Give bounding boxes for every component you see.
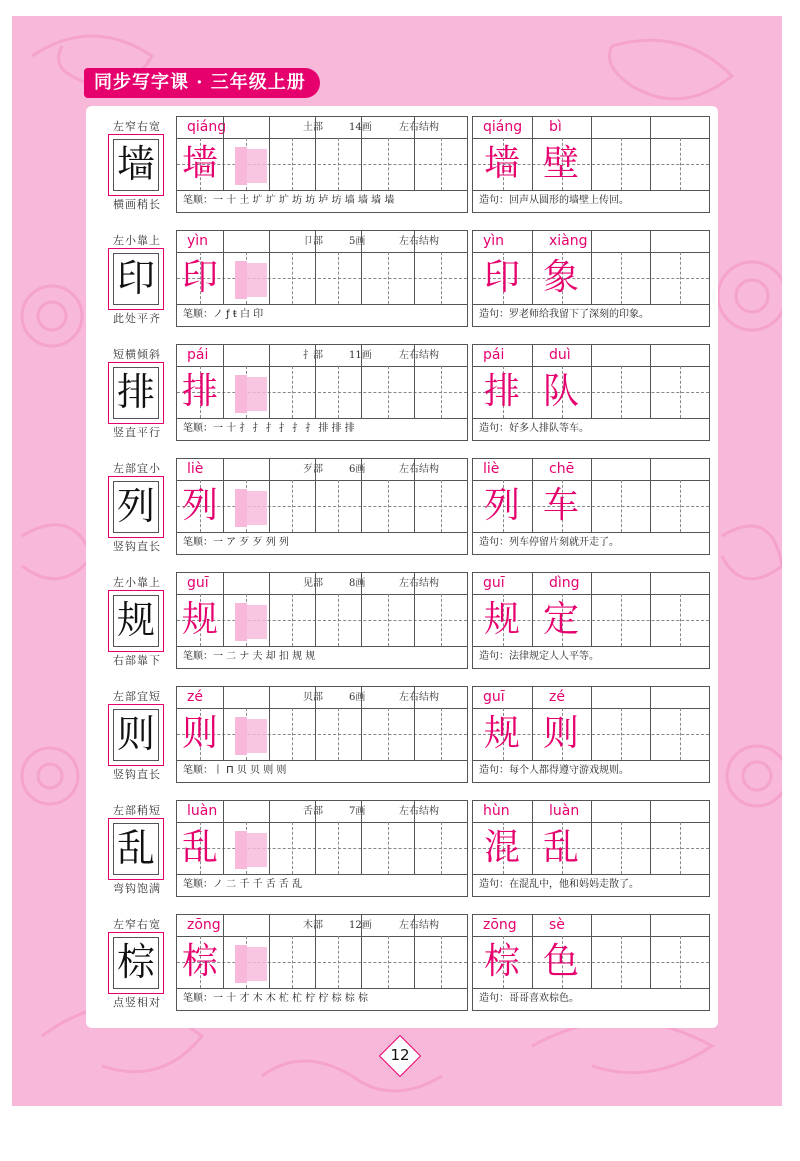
grid-line bbox=[650, 117, 651, 190]
word-character-1: 排 bbox=[483, 371, 520, 412]
structure: 左右结构 bbox=[399, 350, 439, 361]
stroke-count: 11画 bbox=[349, 350, 372, 361]
stroke-order: 笔顺：一 ア 歹 歹 列 列 bbox=[183, 537, 289, 548]
word-grid bbox=[472, 800, 710, 897]
stroke-order: 笔顺：一 十 土 圹 圹 圹 坊 坊 垆 坊 墙 墙 墙 墙 bbox=[183, 195, 395, 206]
stroke-count: 8画 bbox=[349, 578, 366, 589]
structure: 左右结构 bbox=[399, 464, 439, 475]
stroke-order: 笔顺：一 十 才 木 木 杧 杧 柠 柠 棕 棕 棕 bbox=[183, 993, 368, 1004]
grid-guide bbox=[338, 252, 339, 304]
stroke-order: 笔顺：ノ ƒ ŧ 白 印 bbox=[183, 309, 264, 320]
word-grid bbox=[472, 572, 710, 669]
stroke-count: 12画 bbox=[349, 920, 372, 931]
stroke-count: 14画 bbox=[349, 122, 372, 133]
model-character-box bbox=[108, 248, 164, 310]
grid-guide bbox=[388, 936, 389, 988]
model-character: 列 bbox=[116, 484, 155, 528]
practice-grid bbox=[176, 914, 468, 1011]
grid-guide bbox=[441, 594, 442, 646]
grid-guide bbox=[338, 366, 339, 418]
writing-tip-panel bbox=[96, 230, 178, 325]
model-character-box bbox=[108, 590, 164, 652]
grid-line bbox=[269, 687, 270, 760]
grid-guide bbox=[388, 594, 389, 646]
practice-grid bbox=[176, 572, 468, 669]
radical: 贝部 bbox=[303, 692, 323, 703]
stroke-count: 6画 bbox=[349, 692, 366, 703]
grid-line bbox=[315, 117, 316, 190]
trace-hint-right bbox=[247, 263, 267, 297]
trace-hint-right bbox=[247, 719, 267, 753]
grid-line bbox=[414, 117, 415, 190]
model-character-box bbox=[108, 818, 164, 880]
stroke-count: 7画 bbox=[349, 806, 366, 817]
page-number: 12 bbox=[390, 1046, 410, 1064]
grid-guide bbox=[621, 594, 622, 646]
stroke-order: 笔顺：丨 П 贝 贝 则 则 bbox=[183, 765, 287, 776]
grid-guide bbox=[388, 138, 389, 190]
word-character-1: 规 bbox=[483, 713, 520, 754]
grid-guide bbox=[388, 366, 389, 418]
grid-line bbox=[361, 687, 362, 760]
trace-hint-left bbox=[235, 489, 247, 527]
word-pinyin-1: guī bbox=[483, 689, 505, 705]
grid-line bbox=[361, 915, 362, 988]
model-character-box bbox=[108, 704, 164, 766]
grid-guide bbox=[292, 366, 293, 418]
practice-grid bbox=[176, 686, 468, 783]
grid-line bbox=[650, 573, 651, 646]
grid-line bbox=[591, 231, 592, 304]
word-character-2: 车 bbox=[542, 485, 579, 526]
word-pinyin-2: dìng bbox=[549, 575, 580, 591]
trace-hint-right bbox=[247, 149, 267, 183]
grid-guide bbox=[621, 138, 622, 190]
model-character-box bbox=[108, 932, 164, 994]
model-character: 规 bbox=[116, 598, 155, 642]
word-character-1: 规 bbox=[483, 599, 520, 640]
writing-tip-top: 左窄右宽 bbox=[113, 120, 161, 133]
grid-line bbox=[223, 345, 224, 418]
character-row bbox=[96, 230, 708, 325]
grid-line bbox=[361, 459, 362, 532]
grid-line bbox=[532, 231, 533, 304]
grid-line bbox=[414, 231, 415, 304]
grid-line bbox=[315, 459, 316, 532]
word-pinyin-2: luàn bbox=[549, 803, 580, 819]
grid-guide bbox=[292, 594, 293, 646]
model-character: 棕 bbox=[116, 940, 155, 984]
grid-guide bbox=[441, 822, 442, 874]
grid-line bbox=[532, 573, 533, 646]
model-character-pink: 则 bbox=[181, 713, 218, 754]
character-row bbox=[96, 116, 708, 211]
practice-grid bbox=[176, 458, 468, 555]
grid-line bbox=[269, 801, 270, 874]
word-character-1: 墙 bbox=[483, 143, 520, 184]
word-character-1: 混 bbox=[483, 827, 520, 868]
model-character: 则 bbox=[116, 712, 155, 756]
character-row bbox=[96, 458, 708, 553]
practice-grid bbox=[176, 116, 468, 213]
writing-tip-bottom: 竖直平行 bbox=[113, 426, 161, 439]
trace-hint-left bbox=[235, 831, 247, 869]
grid-guide bbox=[621, 822, 622, 874]
grid-line bbox=[414, 915, 415, 988]
grid-line bbox=[223, 573, 224, 646]
stroke-order: 笔顺：ノ 二 千 千 舌 舌 乱 bbox=[183, 879, 303, 890]
grid-line bbox=[361, 117, 362, 190]
word-character-1: 棕 bbox=[483, 941, 520, 982]
trace-hint-left bbox=[235, 375, 247, 413]
grid-line bbox=[532, 459, 533, 532]
word-pinyin-2: bì bbox=[549, 119, 562, 135]
character-pinyin: pái bbox=[187, 347, 209, 363]
word-pinyin-2: sè bbox=[549, 917, 565, 933]
grid-line bbox=[591, 687, 592, 760]
grid-guide bbox=[292, 252, 293, 304]
character-pinyin: yìn bbox=[187, 233, 209, 249]
example-sentence: 造句：罗老师给我留下了深刻的印象。 bbox=[479, 309, 649, 320]
character-pinyin: guī bbox=[187, 575, 209, 591]
grid-guide bbox=[441, 936, 442, 988]
stroke-count: 5画 bbox=[349, 236, 366, 247]
model-character-pink: 印 bbox=[181, 257, 218, 298]
grid-line bbox=[414, 459, 415, 532]
model-character: 墙 bbox=[116, 142, 155, 186]
grid-line bbox=[223, 801, 224, 874]
grid-guide bbox=[441, 252, 442, 304]
model-character-pink: 规 bbox=[181, 599, 218, 640]
trace-hint-left bbox=[235, 603, 247, 641]
example-sentence: 造句：列车停留片刻就开走了。 bbox=[479, 537, 619, 548]
character-row bbox=[96, 800, 708, 895]
character-row bbox=[96, 572, 708, 667]
grid-guide bbox=[338, 480, 339, 532]
writing-tip-top: 左小靠上 bbox=[113, 576, 161, 589]
structure: 左右结构 bbox=[399, 920, 439, 931]
grid-line bbox=[532, 345, 533, 418]
writing-tip-top: 左小靠上 bbox=[113, 234, 161, 247]
trace-hint-right bbox=[247, 605, 267, 639]
model-character-pink: 乱 bbox=[181, 827, 218, 868]
grid-line bbox=[650, 345, 651, 418]
writing-tip-panel bbox=[96, 572, 178, 667]
grid-line bbox=[223, 915, 224, 988]
writing-tip-bottom: 竖钩直长 bbox=[113, 540, 161, 553]
word-character-2: 队 bbox=[542, 371, 579, 412]
structure: 左右结构 bbox=[399, 236, 439, 247]
grid-guide bbox=[338, 936, 339, 988]
character-row bbox=[96, 914, 708, 1009]
grid-line bbox=[532, 915, 533, 988]
character-pinyin: qiáng bbox=[187, 119, 227, 135]
writing-tip-bottom: 横画稍长 bbox=[113, 198, 161, 211]
grid-line bbox=[315, 915, 316, 988]
grid-line bbox=[591, 573, 592, 646]
writing-tip-top: 左部宜小 bbox=[113, 462, 161, 475]
trace-hint-right bbox=[247, 947, 267, 981]
trace-hint-right bbox=[247, 833, 267, 867]
grid-guide bbox=[388, 480, 389, 532]
word-grid bbox=[472, 686, 710, 783]
writing-tip-panel bbox=[96, 914, 178, 1009]
trace-hint-left bbox=[235, 717, 247, 755]
writing-tip-panel bbox=[96, 800, 178, 895]
writing-tip-bottom: 此处平齐 bbox=[113, 312, 161, 325]
grid-guide bbox=[680, 252, 681, 304]
radical: 木部 bbox=[303, 920, 323, 931]
example-sentence: 造句：法律规定人人平等。 bbox=[479, 651, 599, 662]
word-pinyin-2: xiàng bbox=[549, 233, 588, 249]
grid-guide bbox=[680, 138, 681, 190]
practice-grid bbox=[176, 230, 468, 327]
word-character-2: 乱 bbox=[542, 827, 579, 868]
structure: 左右结构 bbox=[399, 122, 439, 133]
word-grid bbox=[472, 344, 710, 441]
grid-guide bbox=[621, 936, 622, 988]
model-character-pink: 列 bbox=[181, 485, 218, 526]
word-character-1: 列 bbox=[483, 485, 520, 526]
book-title-banner bbox=[84, 68, 320, 98]
grid-line bbox=[650, 459, 651, 532]
model-character-pink: 排 bbox=[181, 371, 218, 412]
grid-line bbox=[591, 915, 592, 988]
grid-line bbox=[315, 573, 316, 646]
radical: 扌部 bbox=[303, 350, 323, 361]
grid-line bbox=[315, 687, 316, 760]
writing-tip-bottom: 弯钩饱满 bbox=[113, 882, 161, 895]
grid-guide bbox=[441, 480, 442, 532]
model-character-box bbox=[108, 476, 164, 538]
word-pinyin-1: pái bbox=[483, 347, 505, 363]
grid-guide bbox=[292, 708, 293, 760]
model-character-box bbox=[108, 134, 164, 196]
writing-tip-top: 左部稍短 bbox=[113, 804, 161, 817]
grid-line bbox=[532, 687, 533, 760]
grid-line bbox=[591, 345, 592, 418]
grid-guide bbox=[621, 366, 622, 418]
structure: 左右结构 bbox=[399, 578, 439, 589]
grid-line bbox=[223, 687, 224, 760]
writing-tip-bottom: 点竖相对 bbox=[113, 996, 161, 1009]
grid-line bbox=[269, 915, 270, 988]
grid-guide bbox=[680, 366, 681, 418]
book-title: 同步写字课 · 三年级上册 bbox=[94, 72, 306, 93]
grid-line bbox=[361, 231, 362, 304]
writing-sheet bbox=[86, 106, 718, 1028]
radical: 土部 bbox=[303, 122, 323, 133]
word-pinyin-2: zé bbox=[549, 689, 565, 705]
grid-guide bbox=[441, 138, 442, 190]
grid-line bbox=[361, 573, 362, 646]
word-grid bbox=[472, 116, 710, 213]
word-grid bbox=[472, 230, 710, 327]
example-sentence: 造句：在混乱中，他和妈妈走散了。 bbox=[479, 879, 639, 890]
word-pinyin-1: guī bbox=[483, 575, 505, 591]
writing-tip-top: 左窄右宽 bbox=[113, 918, 161, 931]
model-character: 印 bbox=[116, 256, 155, 300]
character-pinyin: zé bbox=[187, 689, 203, 705]
writing-tip-top: 短横倾斜 bbox=[113, 348, 161, 361]
model-character-pink: 墙 bbox=[181, 143, 218, 184]
word-character-2: 则 bbox=[542, 713, 579, 754]
example-sentence: 造句：好多人排队等车。 bbox=[479, 423, 589, 434]
grid-line bbox=[591, 459, 592, 532]
grid-line bbox=[361, 345, 362, 418]
word-pinyin-1: hùn bbox=[483, 803, 510, 819]
writing-tip-panel bbox=[96, 116, 178, 211]
word-grid bbox=[472, 458, 710, 555]
structure: 左右结构 bbox=[399, 806, 439, 817]
writing-tip-panel bbox=[96, 344, 178, 439]
radical: 歹部 bbox=[303, 464, 323, 475]
writing-tip-bottom: 右部靠下 bbox=[113, 654, 161, 667]
grid-guide bbox=[621, 708, 622, 760]
grid-line bbox=[532, 117, 533, 190]
model-character: 乱 bbox=[116, 826, 155, 870]
writing-tip-bottom: 竖钩直长 bbox=[113, 768, 161, 781]
radical: 卩部 bbox=[303, 236, 323, 247]
grid-guide bbox=[388, 822, 389, 874]
grid-line bbox=[532, 801, 533, 874]
grid-line bbox=[650, 801, 651, 874]
grid-line bbox=[269, 345, 270, 418]
character-row bbox=[96, 344, 708, 439]
character-pinyin: liè bbox=[187, 461, 204, 477]
grid-guide bbox=[621, 252, 622, 304]
structure: 左右结构 bbox=[399, 692, 439, 703]
model-character-box bbox=[108, 362, 164, 424]
model-character: 排 bbox=[116, 370, 155, 414]
grid-line bbox=[414, 345, 415, 418]
grid-guide bbox=[338, 138, 339, 190]
trace-hint-right bbox=[247, 491, 267, 525]
grid-guide bbox=[388, 708, 389, 760]
grid-guide bbox=[680, 936, 681, 988]
grid-line bbox=[223, 117, 224, 190]
example-sentence: 造句：哥哥喜欢棕色。 bbox=[479, 993, 579, 1004]
grid-line bbox=[414, 573, 415, 646]
grid-line bbox=[223, 231, 224, 304]
word-pinyin-2: chē bbox=[549, 461, 575, 477]
grid-line bbox=[269, 231, 270, 304]
grid-guide bbox=[680, 480, 681, 532]
writing-tip-top: 左部宜短 bbox=[113, 690, 161, 703]
example-sentence: 造句：每个人都得遵守游戏规则。 bbox=[479, 765, 629, 776]
grid-guide bbox=[680, 594, 681, 646]
word-pinyin-1: qiáng bbox=[483, 119, 523, 135]
grid-line bbox=[315, 801, 316, 874]
grid-guide bbox=[292, 936, 293, 988]
word-pinyin-2: duì bbox=[549, 347, 571, 363]
practice-grid bbox=[176, 800, 468, 897]
grid-guide bbox=[441, 366, 442, 418]
grid-guide bbox=[441, 708, 442, 760]
grid-line bbox=[223, 459, 224, 532]
grid-line bbox=[650, 231, 651, 304]
word-pinyin-1: yìn bbox=[483, 233, 505, 249]
grid-guide bbox=[292, 480, 293, 532]
grid-line bbox=[269, 117, 270, 190]
writing-tip-panel bbox=[96, 686, 178, 781]
grid-guide bbox=[680, 822, 681, 874]
grid-line bbox=[591, 801, 592, 874]
radical: 见部 bbox=[303, 578, 323, 589]
grid-line bbox=[361, 801, 362, 874]
character-pinyin: luàn bbox=[187, 803, 218, 819]
stroke-order: 笔顺：一 二 ナ 夫 却 扣 规 规 bbox=[183, 651, 316, 662]
grid-guide bbox=[388, 252, 389, 304]
word-character-2: 色 bbox=[542, 941, 579, 982]
grid-guide bbox=[292, 822, 293, 874]
grid-line bbox=[315, 231, 316, 304]
grid-guide bbox=[338, 822, 339, 874]
trace-hint-left bbox=[235, 147, 247, 185]
practice-grid bbox=[176, 344, 468, 441]
grid-line bbox=[315, 345, 316, 418]
writing-tip-panel bbox=[96, 458, 178, 553]
example-sentence: 造句：回声从圆形的墙壁上传回。 bbox=[479, 195, 629, 206]
word-pinyin-1: zōng bbox=[483, 917, 517, 933]
grid-line bbox=[414, 687, 415, 760]
grid-guide bbox=[338, 594, 339, 646]
trace-hint-left bbox=[235, 945, 247, 983]
stroke-count: 6画 bbox=[349, 464, 366, 475]
trace-hint-right bbox=[247, 377, 267, 411]
trace-hint-left bbox=[235, 261, 247, 299]
model-character-pink: 棕 bbox=[181, 941, 218, 982]
stroke-order: 笔顺：一 十 扌 扌 扌 扌 扌 扌 排 排 排 bbox=[183, 423, 355, 434]
radical: 舌部 bbox=[303, 806, 323, 817]
grid-line bbox=[414, 801, 415, 874]
grid-line bbox=[650, 915, 651, 988]
word-character-2: 象 bbox=[542, 257, 579, 298]
character-row bbox=[96, 686, 708, 781]
grid-line bbox=[269, 573, 270, 646]
grid-guide bbox=[680, 708, 681, 760]
grid-guide bbox=[292, 138, 293, 190]
word-character-1: 印 bbox=[483, 257, 520, 298]
grid-line bbox=[591, 117, 592, 190]
grid-guide bbox=[621, 480, 622, 532]
word-character-2: 定 bbox=[542, 599, 579, 640]
word-character-2: 壁 bbox=[542, 143, 579, 184]
grid-guide bbox=[338, 708, 339, 760]
word-grid bbox=[472, 914, 710, 1011]
word-pinyin-1: liè bbox=[483, 461, 500, 477]
grid-line bbox=[650, 687, 651, 760]
grid-line bbox=[269, 459, 270, 532]
character-pinyin: zōng bbox=[187, 917, 221, 933]
